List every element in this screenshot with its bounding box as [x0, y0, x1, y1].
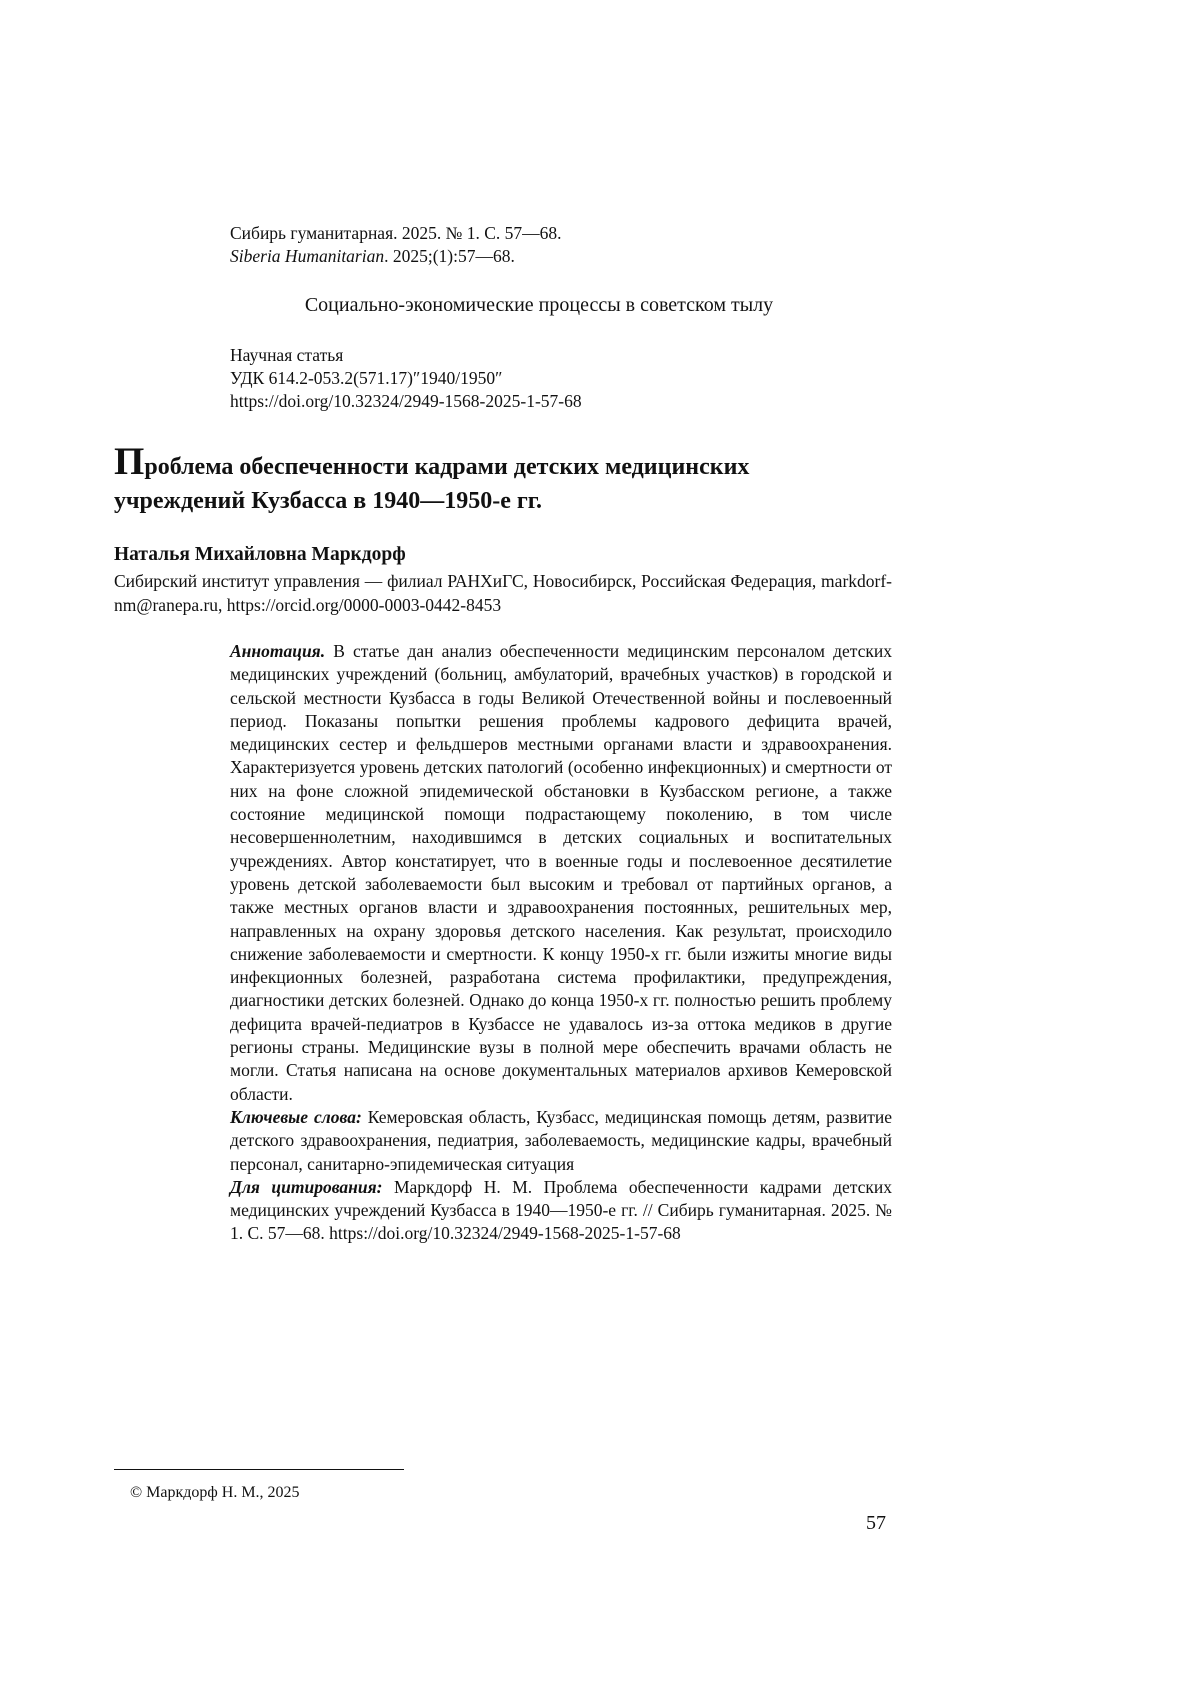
- abstract-label: Аннотация.: [230, 641, 325, 661]
- journal-issue-en: . 2025;(1):57—68.: [384, 246, 515, 266]
- keywords-text: Кемеровская область, Кузбасс, медицинская помощь детям, развитие детского здравоохранения, педиатрия, заболеваемость, медицинские кадры, врачебный персонал, санитарно-эпидемическая ситуация: [230, 1107, 892, 1174]
- abstract-block: [230, 640, 892, 1246]
- keywords-paragraph: [230, 1106, 892, 1176]
- abstract-paragraph: [230, 640, 892, 1106]
- citation-paragraph: [230, 1176, 892, 1246]
- article-meta: [230, 344, 582, 413]
- citation-text: Маркдорф Н. М. Проблема обеспеченности кадрами детских медицинских учреждений Кузбасса в 1940—1950-е гг. // Сибирь гуманитарная. 2025. № 1. С. 57—68. https://doi.org/10.32324/2949-1568-2025-1-57-68: [230, 1177, 892, 1244]
- journal-citation-ru: Сибирь гуманитарная. 2025. № 1. С. 57—68.: [230, 222, 562, 245]
- title-line-2: учреждений Кузбасса в 1940—1950-е гг.: [114, 484, 914, 518]
- doi-link[interactable]: https://doi.org/10.32324/2949-1568-2025-1-57-68: [230, 390, 582, 413]
- author-affiliation: Сибирский институт управления — филиал РАНХиГС, Новосибирск, Российская Федерация, markdorf-nm@ranepa.ru, https://orcid.org/0000-0003-0442-8453: [114, 570, 892, 617]
- abstract-text: В статье дан анализ обеспеченности медицинским персоналом детских медицинских учреждений (больниц, амбулаторий, врачебных участков) в городской и сельской местности Кузбасса в годы Великой Отечественной войны и послевоенный период. Показаны попытки решения проблемы кадрового дефицита врачей, медицинских сестер и фельдшеров местными органами власти и здравоохранения. Характеризуется уровень детских патологий (особенно инфекционных) и смертности от них на фоне сложной эпидемической обстановки в Кузбасском регионе, а также состояние медицинской помощи подрастающему поколению, в том числе несовершеннолетним, находившимся в детских социальных и воспитательных учреждениях. Автор констатирует, что в военные годы и послевоенное десятилетие уровень детской заболеваемости был высоким и требовал от партийных органов, а также местных органов власти и здравоохранения постоянных, решительных мер, направленных на охрану здоровья детского населения. Как результат, происходило снижение заболеваемости и смертности. К концу 1950-х гг. были изжиты многие виды инфекционных болезней, разработана система профилактики, предупреждения, диагностики детских болезней. Однако до конца 1950-х гг. полностью решить проблему дефицита врачей-педиатров в Кузбассе не удавалось из-за оттока медиков в другие регионы страны. Медицинские вузы в полной мере обеспечить врачами область не могли. Статья написана на основе документальных материалов архивов Кемеровской области.: [230, 641, 892, 1104]
- journal-reference: [230, 222, 562, 268]
- author-name: Наталья Михайловна Маркдорф: [114, 543, 406, 567]
- journal-name-en: Siberia Humanitarian: [230, 246, 384, 266]
- footnote-divider: [114, 1469, 404, 1470]
- section-rubric: Социально-экономические процессы в советском тылу: [0, 292, 1078, 318]
- udc-code: УДК 614.2-053.2(571.17)″1940/1950″: [230, 367, 582, 390]
- journal-citation-en: [230, 245, 562, 268]
- citation-label: Для цитирования:: [230, 1177, 382, 1197]
- page-number: 57: [866, 1510, 886, 1536]
- title-line-1: [114, 445, 914, 484]
- keywords-label: Ключевые слова:: [230, 1107, 362, 1127]
- article-type: Научная статья: [230, 344, 582, 367]
- title-initial-letter: П: [114, 440, 144, 483]
- article-title: [114, 445, 914, 518]
- title-line-1-text: роблема обеспеченности кадрами детских медицинских: [144, 454, 749, 480]
- copyright-note: © Маркдорф Н. М., 2025: [130, 1482, 300, 1504]
